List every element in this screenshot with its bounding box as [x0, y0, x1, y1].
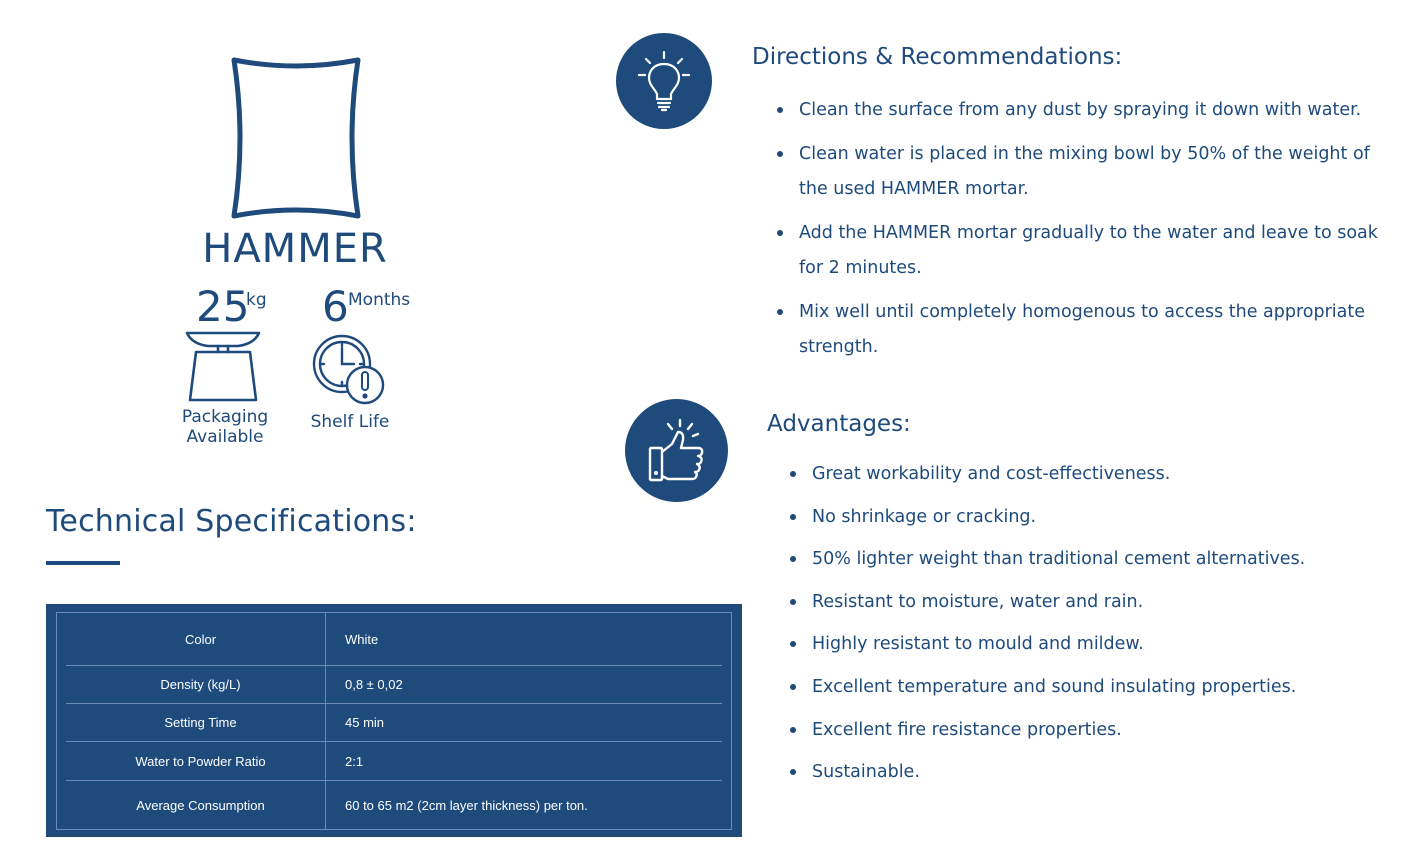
list-item: 50% lighter weight than traditional cement alternatives. [812, 544, 1372, 574]
lightbulb-icon [636, 50, 692, 112]
list-item: Great workability and cost-effectiveness. [812, 459, 1372, 489]
clock-warning-icon [310, 334, 386, 406]
list-item: Clean water is placed in the mixing bowl by 50% of the weight of the used HAMMER mortar. [799, 137, 1384, 207]
directions-list [799, 93, 1384, 374]
specifications-table [46, 604, 742, 837]
spec-value: 2:1 [345, 753, 364, 769]
spec-label: Water to Powder Ratio [135, 753, 266, 769]
weight-value: 25 [196, 282, 250, 331]
shelf-life-unit: Months [348, 290, 411, 310]
list-item: No shrinkage or cracking. [812, 502, 1372, 532]
list-item: Highly resistant to mould and mildew. [812, 629, 1372, 659]
lightbulb-icon-badge [616, 33, 712, 129]
advantages-list [812, 459, 1372, 800]
spec-label: Density (kg/L) [160, 677, 241, 692]
product-name: HAMMER [202, 226, 388, 272]
spec-value: 45 min [345, 715, 385, 730]
weight-unit: kg [246, 290, 267, 310]
list-item: Resistant to moisture, water and rain. [812, 587, 1372, 617]
list-item: Excellent fire resistance properties. [812, 715, 1372, 745]
shelf-life-label: Shelf Life [310, 412, 390, 432]
table-row [66, 666, 722, 704]
spec-value: 0,8 ± 0,02 [345, 677, 403, 692]
list-item: Add the HAMMER mortar gradually to the water and leave to soak for 2 minutes. [799, 216, 1384, 286]
bag-icon [226, 52, 366, 224]
shelf-life-value: 6 [322, 282, 349, 331]
thumbs-up-icon-badge [625, 399, 728, 502]
spec-label: Setting Time [164, 715, 237, 730]
advantages-title: Advantages: [767, 411, 911, 437]
list-item: Excellent temperature and sound insulating properties. [812, 672, 1372, 702]
table-row [66, 781, 722, 829]
title-underline [46, 561, 120, 565]
spec-value: 60 to 65 m2 (2cm layer thickness) per ton. [345, 797, 588, 813]
scale-icon [184, 330, 262, 404]
list-item: Sustainable. [812, 757, 1372, 787]
list-item: Clean the surface from any dust by spraying it down with water. [799, 93, 1384, 128]
table-row [66, 613, 722, 666]
table-row [66, 704, 722, 742]
table-row [66, 742, 722, 781]
list-item: Mix well until completely homogenous to access the appropriate strength. [799, 295, 1384, 365]
spec-label: Color [184, 631, 217, 647]
spec-label: Average Consumption [136, 797, 265, 813]
directions-title: Directions & Recommendations: [752, 44, 1123, 70]
technical-specifications-title: Technical Specifications: [46, 504, 417, 539]
packaging-label: Packaging Available [181, 407, 269, 447]
thumbs-up-icon [646, 418, 708, 484]
spec-value: White [345, 631, 379, 647]
